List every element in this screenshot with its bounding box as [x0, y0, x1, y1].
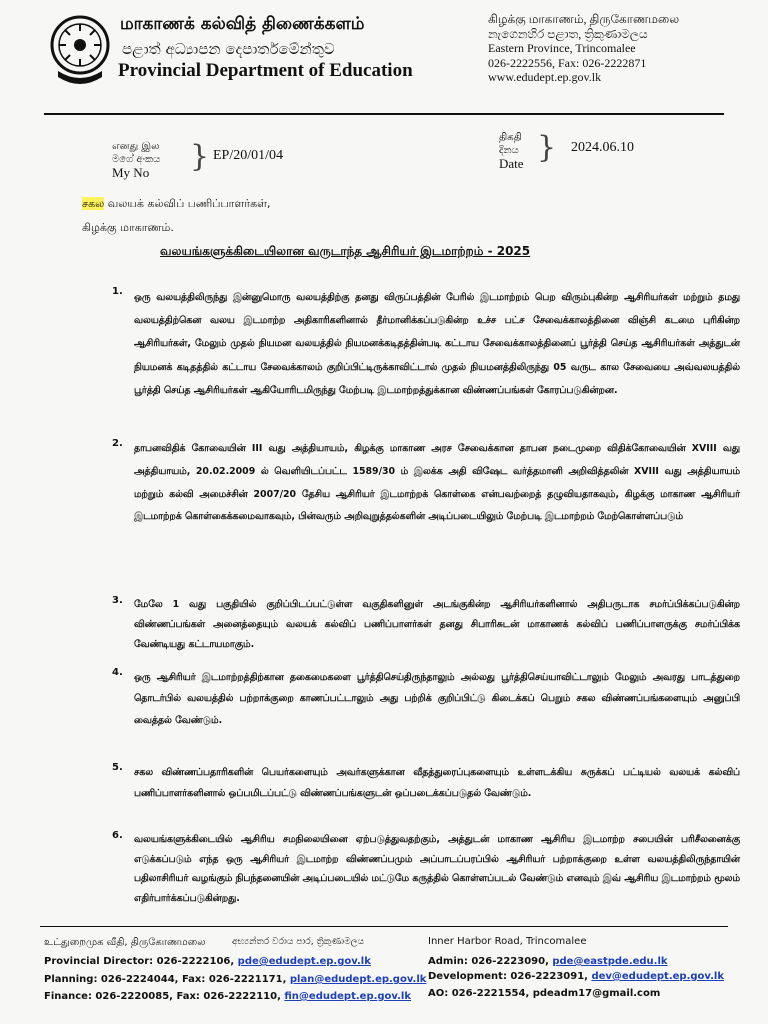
header-title-sinhala: පළාත් අධ්‍යාපන දෙපාර්තමේන්තුව — [122, 40, 335, 58]
development-email-link[interactable]: dev@edudept.ep.gov.lk — [591, 971, 724, 982]
ref-label-english: My No — [112, 165, 150, 180]
paragraph-text: ஒரு வலயத்திலிருந்து இன்னுமொரு வலயத்திற்கு தனது விருப்பத்தின் பேரில் இடமாற்றம் பெற விரும்புகின்ற ஆசிரியர்கள் மற்றும் தமது வலயத்திற்கென வலய இடமாற்ற அதிகாரிகளினால் தீர்மானிக்கப்படுகின்ற உச்ச பட்ச சேவைக்காலத்தினை விஞ்சி கடமை புரிகின்ற ஆசிரியர்கள், மேலும் முதல் நியமன வலயத்தில் நியமனக்கடிதத்தின்படி கட்டாய சேவைக்காலத்தினைப் பூர்த்தி செய்த ஆசிரியர்கள் அத்துடன் நியமனக் கடிதத்தில் கட்டாய சேவைக்காலம் குறிப்பிட்டிருக்காவிட்டால் முதல் நியமனத்திலிருந்து 05 வருட கால சேவையை அவ்வலயத்தில் பூர்த்தி செய்த ஆசிரியர்கள் ஆகியோரிடமிருந்து மேற்படி இடமாற்றத்துக்கான விண்ணப்பங்கள் கோரப்படுகின்றன. — [134, 292, 740, 396]
paragraph-text: சகல விண்ணப்பதாரிகளின் பெயர்களையும் அவர்களுக்கான வீதத்துரைப்புகளையும் உள்ளடக்கிய சுருக்கப் பட்டியல் வலயக் கல்விப் பணிப்பாளர்களினால் ஒப்பமிடப்பட்டு விண்ணப்பங்களுடன் ஒப்படைக்கப்படுதல் வேண்டும். — [134, 767, 740, 799]
date-label-sinhala: දිනය — [499, 145, 519, 156]
header-title-tamil: மாகாணக் கல்வித் திணைக்களம் — [120, 14, 365, 34]
addressee-line-1-rest: வலயக் கல்விப் பணிப்பாளர்கள், — [104, 197, 271, 210]
footer-admin — [428, 956, 668, 967]
phone-fax: 026-2222556, Fax: 026-2222871 — [488, 55, 647, 70]
footer-address-english: Inner Harbor Road, Trincomalee — [428, 936, 587, 947]
finance-email-link[interactable]: fin@edudept.ep.gov.lk — [284, 991, 412, 1002]
planning-email-link[interactable]: plan@edudept.ep.gov.lk — [289, 974, 427, 985]
government-emblem-icon — [48, 15, 112, 87]
paragraph-text: தாபனவிதிக் கோவையின் III வது அத்தியாயம், கிழக்கு மாகாண அரச சேவைக்கான தாபன நடைமுறை விதிக்கோவையின் XVIII வது அத்தியாயம், 20.02.2009 ல் வெளியிடப்பட்ட 1589/30 ம் இலக்க அதி விஷேட வர்த்தமானி அறிவித்தலின் XVIII வது அத்தியாயம் மற்றும் கல்வி அமைச்சின் 2007/20 தேசிய ஆசிரியர் இடமாற்றக் கொள்கை என்பவற்றைத் தழுவியதாகவும், கிழக்கு மாகாண ஆசிரியர் இடமாற்றக் கொள்கைக்கமைவாகவும், பின்வரும் அறிவுறுத்தல்களின் அடிப்படையிலும் மேற்படி இடமாற்றம் மேற்கொள்ளப்படும் — [134, 443, 740, 523]
paragraph-number: 4. — [112, 667, 123, 678]
paragraph-number: 5. — [112, 762, 123, 773]
paragraph-text: வலயங்களுக்கிடையில் ஆசிரிய சமநிலையினை ஏற்படுத்துவதற்கும், அத்துடன் மாகாண ஆசிரிய இடமாற்ற சபையின் பரிசீலனைக்கு எடுக்கப்படும் எந்த ஒரு ஆசிரியர் இடமாற்ற விண்ணப்பமும் அப்பாடப்பரப்பில் ஆசிரியர் பற்றாக்குறை உள்ள வலயத்திலிருந்தாயின் பதிலாசிரியர் வழங்கும் நிபந்தனையின் அடிப்படையில் மட்டுமே கருத்தில் கொள்ளப்படல் வேண்டும் எனவும் இவ் ஆசிரிய இடமாற்றம் மூலம் எதிர்பார்க்கப்படுகின்றது. — [134, 834, 740, 904]
ref-label-sinhala: මගේ අංකය — [112, 154, 161, 165]
footer-ao: AO: 026-2221554, pdeadm17@gmail.com — [428, 988, 661, 999]
development-phone: Development: 026-2223091, — [428, 971, 592, 982]
footer-planning — [44, 974, 426, 985]
director-email-link[interactable]: pde@edudept.ep.gov.lk — [237, 956, 371, 967]
footer-address-sinhala: අභ්‍යන්තර වරාය පාර, ත්‍රිකුණාමලය — [232, 937, 364, 947]
header-title-english: Provincial Department of Education — [118, 60, 413, 81]
reference-number: EP/20/01/04 — [213, 148, 284, 163]
paragraph-text: மேலே 1 வது பகுதியில் குறிப்பிடப்பட்டுள்ள வகுதிகளினுள் அடங்குகின்ற ஆசிரியர்களினால் அதிபருடாக சமர்ப்பிக்கப்படுகின்ற விண்ணப்பங்கள் அனைத்தையும் வலயக் கல்விப் பணிப்பாளர்கள் தனது சிபாரிசுடன் மாகாணக் கல்விப் பணிப்பாளருக்கு சமர்ப்பிக்க வேண்டியது கட்டாயமாகும். — [134, 599, 740, 650]
paragraph-number: 6. — [112, 830, 123, 841]
footer-development — [428, 971, 724, 982]
director-phone: Provincial Director: 026-2222106, — [44, 956, 238, 967]
highlighted-word: சகல — [82, 197, 105, 210]
ref-brace-icon: } — [190, 139, 210, 174]
admin-phone: Admin: 026-2223090, — [428, 956, 553, 967]
paragraph-number: 3. — [112, 595, 123, 606]
address-tamil: கிழக்கு மாகாணம், திருகோணமலை — [488, 12, 680, 26]
paragraph-number: 1. — [112, 286, 123, 297]
letter-subject: வலயங்களுக்கிடையிலான வருடாந்த ஆசிரியர் இடமாற்றம் - 2025 — [160, 244, 531, 258]
date-label-english: Date — [499, 156, 524, 171]
footer-divider — [40, 926, 728, 927]
header-address — [488, 12, 679, 85]
ref-label-tamil: எனது இல — [112, 141, 160, 152]
addressee-line-1 — [82, 197, 271, 212]
letter-date: 2024.06.10 — [571, 140, 634, 155]
addressee-line-2: கிழக்கு மாகாணம். — [82, 221, 174, 234]
date-brace-icon: } — [537, 130, 557, 165]
paragraph-number: 2. — [112, 438, 123, 449]
footer-address-tamil: உட்துறைமுக வீதி, திருகோணமலை — [44, 937, 206, 948]
planning-phone: Planning: 026-2224044, Fax: 026-2221171, — [44, 974, 290, 985]
finance-phone: Finance: 026-2220085, Fax: 026-2222110, — [44, 991, 285, 1002]
address-english: Eastern Province, Trincomalee — [488, 41, 636, 55]
address-sinhala: නැගෙනහිර පළාත, ත්‍රිකුණාමලය — [488, 26, 648, 41]
reference-labels — [112, 140, 160, 179]
paragraph-text: ஒரு ஆசிரியர் இடமாற்றத்திற்கான தகைமைகளை பூர்த்திசெய்திருந்தாலும் அல்லது பூர்த்திசெய்யாவிட்டாலும் மேலும் அவரது பாடத்துறை தொடர்பில் வலயத்தில் பற்றாக்குறை காணப்பட்டாலும் அது பற்றிக் குறிப்பிட்டு கிடைக்கப் பெறும் சகல விண்ணப்பங்களையும் அனுப்பி வைத்தல் வேண்டும். — [134, 672, 740, 726]
date-label-tamil: திகதி — [499, 132, 522, 143]
footer-director — [44, 956, 371, 967]
website-link[interactable]: www.edudept.ep.gov.lk — [488, 70, 602, 84]
footer-finance — [44, 991, 411, 1002]
date-labels — [499, 131, 524, 170]
header-divider — [44, 113, 724, 115]
admin-email-link[interactable]: pde@eastpde.edu.lk — [552, 956, 668, 967]
